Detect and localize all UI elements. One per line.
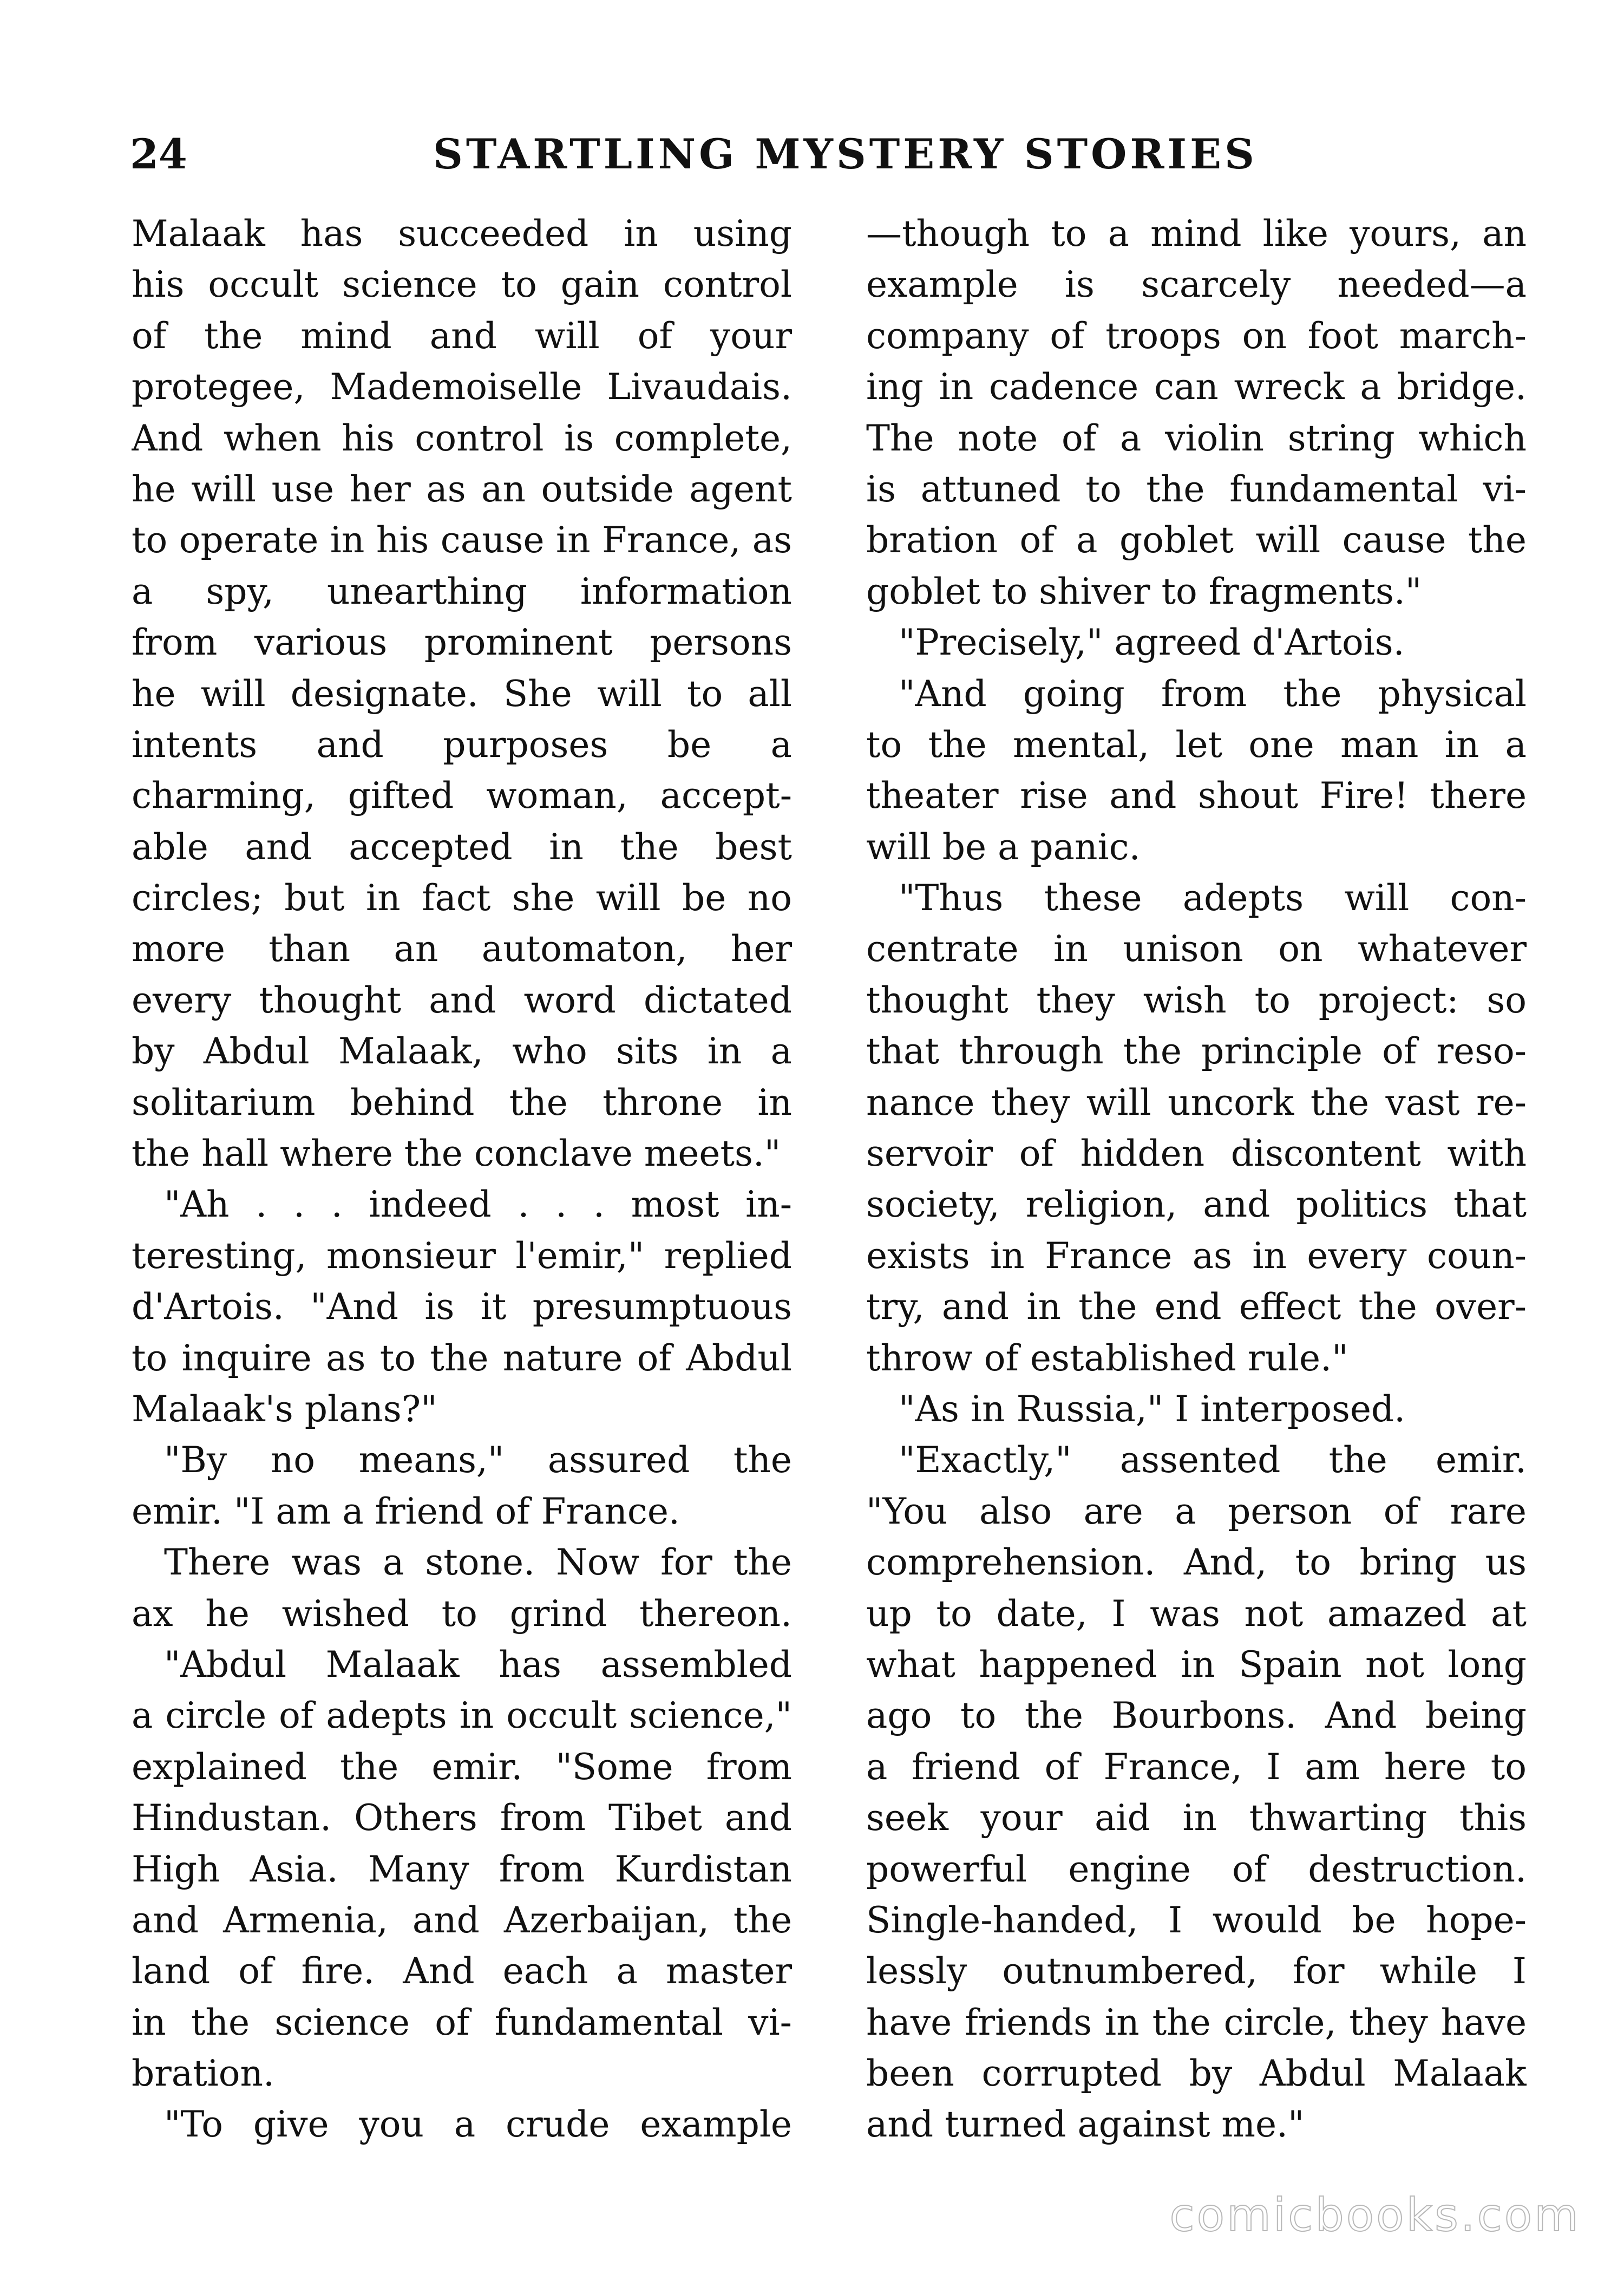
page-number: 24: [130, 130, 187, 178]
text-line: in the science of fundamental vi-: [132, 2001, 792, 2043]
text-line: the hall where the conclave meets.": [132, 1133, 781, 1175]
text-line: a spy, unearthing information: [132, 570, 792, 612]
text-line: powerful engine of destruction.: [866, 1848, 1527, 1890]
text-line: a friend of France, I am here to: [866, 1746, 1527, 1788]
text-line: up to date, I was not amazed at: [866, 1592, 1527, 1635]
text-line: circles; but in fact she will be no: [132, 877, 792, 919]
text-line: and turned against me.": [866, 2103, 1305, 2146]
text-line: exists in France as in every coun-: [866, 1234, 1527, 1277]
text-line: company of troops on foot march-: [866, 315, 1527, 357]
text-line: The note of a violin string which: [866, 417, 1527, 459]
text-line: is attuned to the fundamental vi-: [866, 468, 1527, 510]
text-line: and Armenia, and Azerbaijan, the: [132, 1899, 792, 1941]
text-line: goblet to shiver to fragments.": [866, 570, 1422, 612]
text-line: "Precisely," agreed d'Artois.: [899, 622, 1405, 664]
text-line: "By no means," assured the: [164, 1439, 792, 1481]
text-line: to the mental, let one man in a: [866, 723, 1527, 766]
text-line: thought they wish to project: so: [866, 979, 1527, 1021]
text-line: intents and purposes be a: [132, 723, 792, 766]
text-line: a circle of adepts in occult science,": [132, 1695, 792, 1737]
text-line: centrate in unison on whatever: [866, 928, 1527, 970]
text-line: have friends in the circle, they have: [866, 2001, 1527, 2043]
text-line: High Asia. Many from Kurdistan: [132, 1848, 792, 1890]
text-line: bration.: [132, 2053, 274, 2095]
text-line: his occult science to gain control: [132, 264, 792, 306]
text-line: teresting, monsieur l'emir," replied: [132, 1234, 792, 1277]
text-line: he will designate. She will to all: [132, 672, 792, 715]
text-line: bration of a goblet will cause the: [866, 519, 1527, 561]
text-line: that through the principle of reso-: [866, 1030, 1527, 1073]
text-line: "As in Russia," I interposed.: [899, 1388, 1406, 1430]
text-line: nance they will uncork the vast re-: [866, 1081, 1527, 1123]
watermark-text: comicbooks.com: [1169, 2188, 1581, 2242]
text-line: from various prominent persons: [132, 622, 792, 664]
text-line: "Exactly," assented the emir.: [899, 1439, 1527, 1481]
text-line: he will use her as an outside agent: [132, 468, 792, 510]
text-line: "And going from the physical: [899, 672, 1527, 715]
text-line: more than an automaton, her: [132, 928, 792, 970]
text-line: Single-handed, I would be hope-: [866, 1899, 1527, 1941]
text-line: And when his control is complete,: [132, 417, 792, 459]
text-line: been corrupted by Abdul Malaak: [866, 2053, 1527, 2095]
text-line: ax he wished to grind thereon.: [132, 1592, 792, 1635]
text-line: There was a stone. Now for the: [164, 1541, 792, 1584]
text-line: try, and in the end effect the over-: [866, 1286, 1527, 1328]
text-line: "Thus these adepts will con-: [899, 877, 1527, 919]
text-line: "Abdul Malaak has assembled: [164, 1643, 792, 1685]
text-line: will be a panic.: [866, 826, 1141, 868]
text-line: —though to a mind like yours, an: [866, 213, 1527, 254]
text-line: seek your aid in thwarting this: [866, 1797, 1527, 1839]
text-line: Malaak has succeeded in using: [132, 213, 792, 254]
text-line: of the mind and will of your: [132, 315, 792, 357]
text-line: throw of established rule.": [866, 1337, 1348, 1379]
text-line: land of fire. And each a master: [132, 1950, 792, 1992]
page-header: [130, 125, 1516, 184]
text-line: lessly outnumbered, for while I: [866, 1950, 1527, 1992]
text-line: emir. "I am a friend of France.: [132, 1490, 680, 1532]
text-line: every thought and word dictated: [132, 979, 792, 1021]
text-line: servoir of hidden discontent with: [866, 1133, 1527, 1175]
running-title: STARTLING MYSTERY STORIES: [433, 130, 1258, 178]
text-line: protegee, Mademoiselle Livaudais.: [132, 366, 792, 408]
text-line: explained the emir. "Some from: [132, 1746, 792, 1788]
text-line: ing in cadence can wreck a bridge.: [866, 366, 1527, 408]
text-line: what happened in Spain not long: [866, 1643, 1527, 1685]
text-line: to operate in his cause in France, as: [132, 519, 792, 561]
text-line: ago to the Bourbons. And being: [866, 1695, 1527, 1737]
text-line: charming, gifted woman, accept-: [132, 775, 792, 817]
text-line: d'Artois. "And is it presumptuous: [132, 1286, 792, 1328]
text-line: able and accepted in the best: [132, 826, 792, 868]
text-line: "To give you a crude example: [164, 2103, 792, 2146]
text-line: to inquire as to the nature of Abdul: [132, 1337, 792, 1379]
text-line: society, religion, and politics that: [866, 1184, 1527, 1226]
left-text-column: [132, 208, 792, 2151]
text-line: solitarium behind the throne in: [132, 1081, 792, 1123]
text-line: Malaak's plans?": [132, 1388, 437, 1430]
text-line: "Ah . . . indeed . . . most in-: [164, 1184, 792, 1226]
text-line: "You also are a person of rare: [866, 1490, 1527, 1532]
text-line: Hindustan. Others from Tibet and: [132, 1797, 792, 1839]
text-line: example is scarcely needed—a: [866, 264, 1527, 306]
right-text-column: [866, 208, 1527, 2151]
text-line: by Abdul Malaak, who sits in a: [132, 1030, 792, 1073]
text-line: theater rise and shout Fire! there: [866, 775, 1527, 817]
text-line: comprehension. And, to bring us: [866, 1541, 1527, 1584]
